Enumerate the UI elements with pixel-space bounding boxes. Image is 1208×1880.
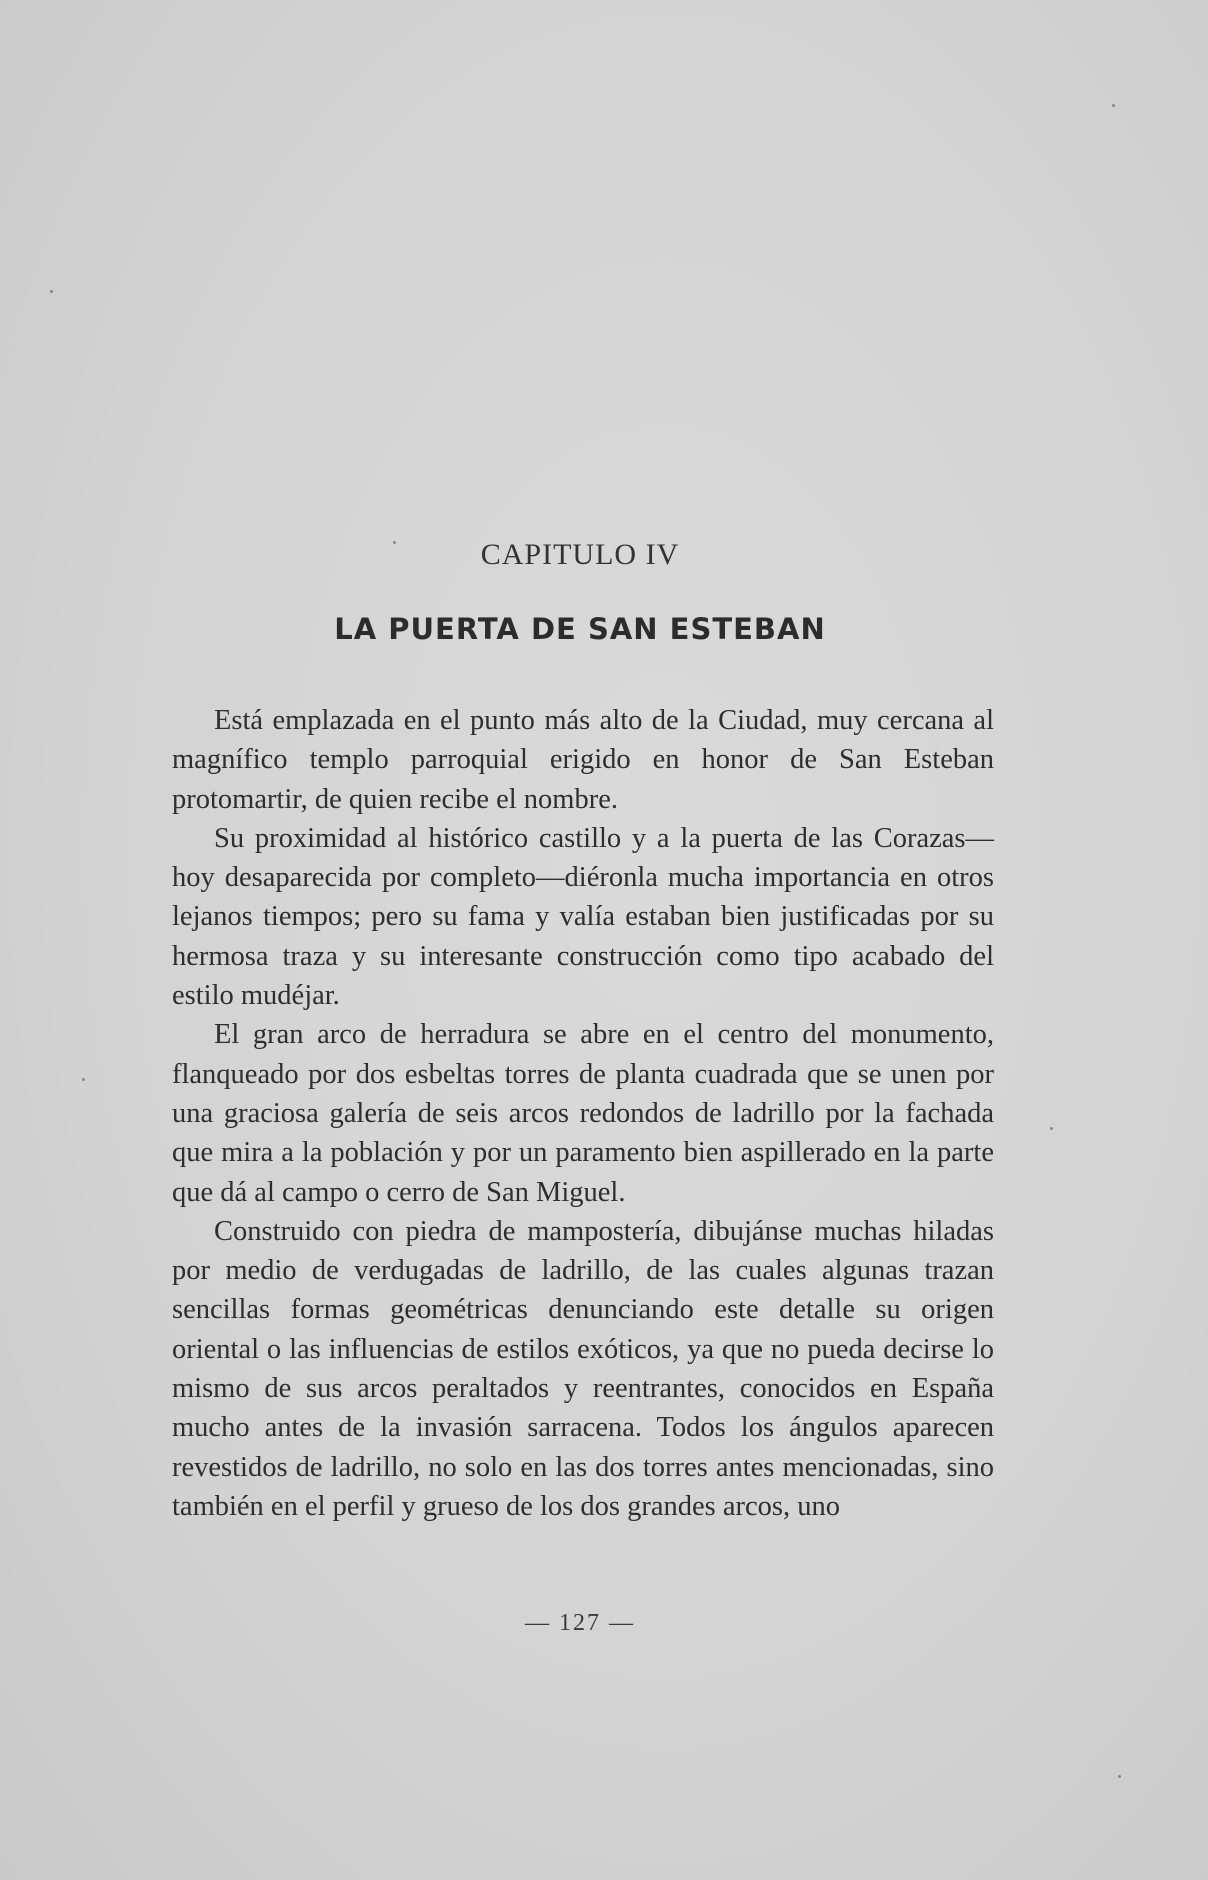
paragraph-1: Está emplazada en el punto más alto de la Ciudad, muy cercana al magnífico templo parroquial erigido en honor de San Esteban protomartir, de quien recibe el nombre.: [172, 705, 994, 815]
paper-speck: [82, 1078, 85, 1081]
paragraph-4: Construido con piedra de mampostería, dibujánse muchas hiladas por medio de verdugadas de ladrillo, de las cuales algunas trazan sencillas formas geométricas denunciando este detalle su origen oriental o las influencias de estilos exóticos, ya que no pueda decirse lo mismo de sus arcos peraltados y reentrantes, conocidos en España mucho antes de la invasión sarracena. Todos los ángulos aparecen revestidos de ladrillo, no solo en las dos torres antes mencionadas, sino también en el perfil y grueso de los dos grandes arcos, uno: [172, 1215, 994, 1522]
paragraph-2: Su proximidad al histórico castillo y a la puerta de las Corazas—hoy desaparecida por completo—diéronla mucha importancia en otros lejanos tiempos; pero su fama y valía estaban bien justificadas por su hermosa traza y su interesante construcción como tipo acabado del estilo mudéjar.: [172, 822, 994, 1012]
section-title: LA PUERTA DE SAN ESTEBAN: [334, 612, 826, 646]
body-text: [172, 701, 994, 1526]
paper-speck: [1112, 104, 1115, 107]
paper-speck: [50, 290, 53, 293]
chapter-heading: CAPITULO IV: [480, 538, 680, 571]
paragraph-3: El gran arco de herradura se abre en el centro del monumento, flanqueado por dos esbeltas torres de planta cuadrada que se unen por una graciosa galería de seis arcos redondos de ladrillo por la fachada que mira a la población y por un paramento bien aspillerado en la parte que dá al campo o cerro de San Miguel.: [172, 1019, 994, 1208]
paper-speck: [1118, 1775, 1121, 1778]
page-number: — 127 —: [525, 1610, 635, 1636]
paper-speck: [1050, 1127, 1053, 1130]
